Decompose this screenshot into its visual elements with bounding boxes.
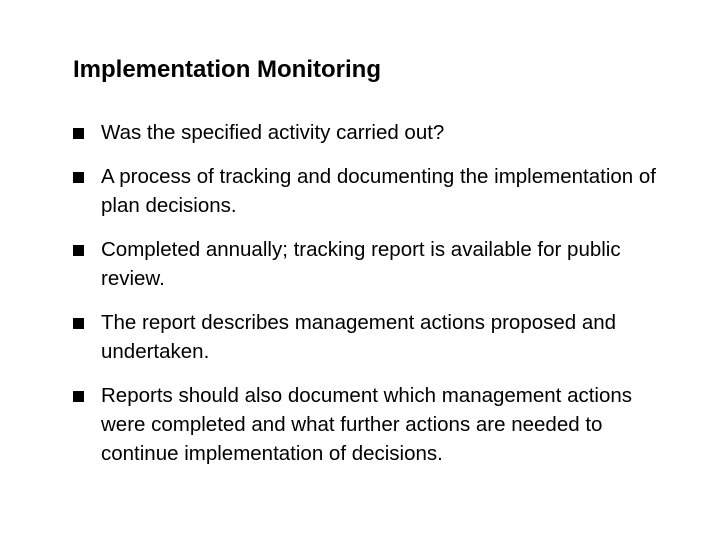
bullet-item <box>73 235 673 293</box>
bullet-item <box>73 308 673 366</box>
bullet-item <box>73 381 673 468</box>
square-bullet-icon <box>73 245 84 256</box>
bullet-item <box>73 118 673 147</box>
square-bullet-icon <box>73 318 84 329</box>
bullet-text: Completed annually; tracking report is available for public review. <box>101 238 621 290</box>
square-bullet-icon <box>73 391 84 402</box>
slide-title: Implementation Monitoring <box>73 56 381 83</box>
bullet-text: Was the specified activity carried out? <box>101 121 445 144</box>
square-bullet-icon <box>73 172 84 183</box>
square-bullet-icon <box>73 128 84 139</box>
bullet-text: A process of tracking and documenting the implementation of plan decisions. <box>101 165 656 217</box>
bullet-text: The report describes management actions proposed and undertaken. <box>101 311 617 363</box>
bullet-list <box>73 118 673 483</box>
bullet-item <box>73 162 673 220</box>
bullet-text: Reports should also document which management actions were completed and what further actions are needed to continue implementation of decisions. <box>101 384 633 465</box>
